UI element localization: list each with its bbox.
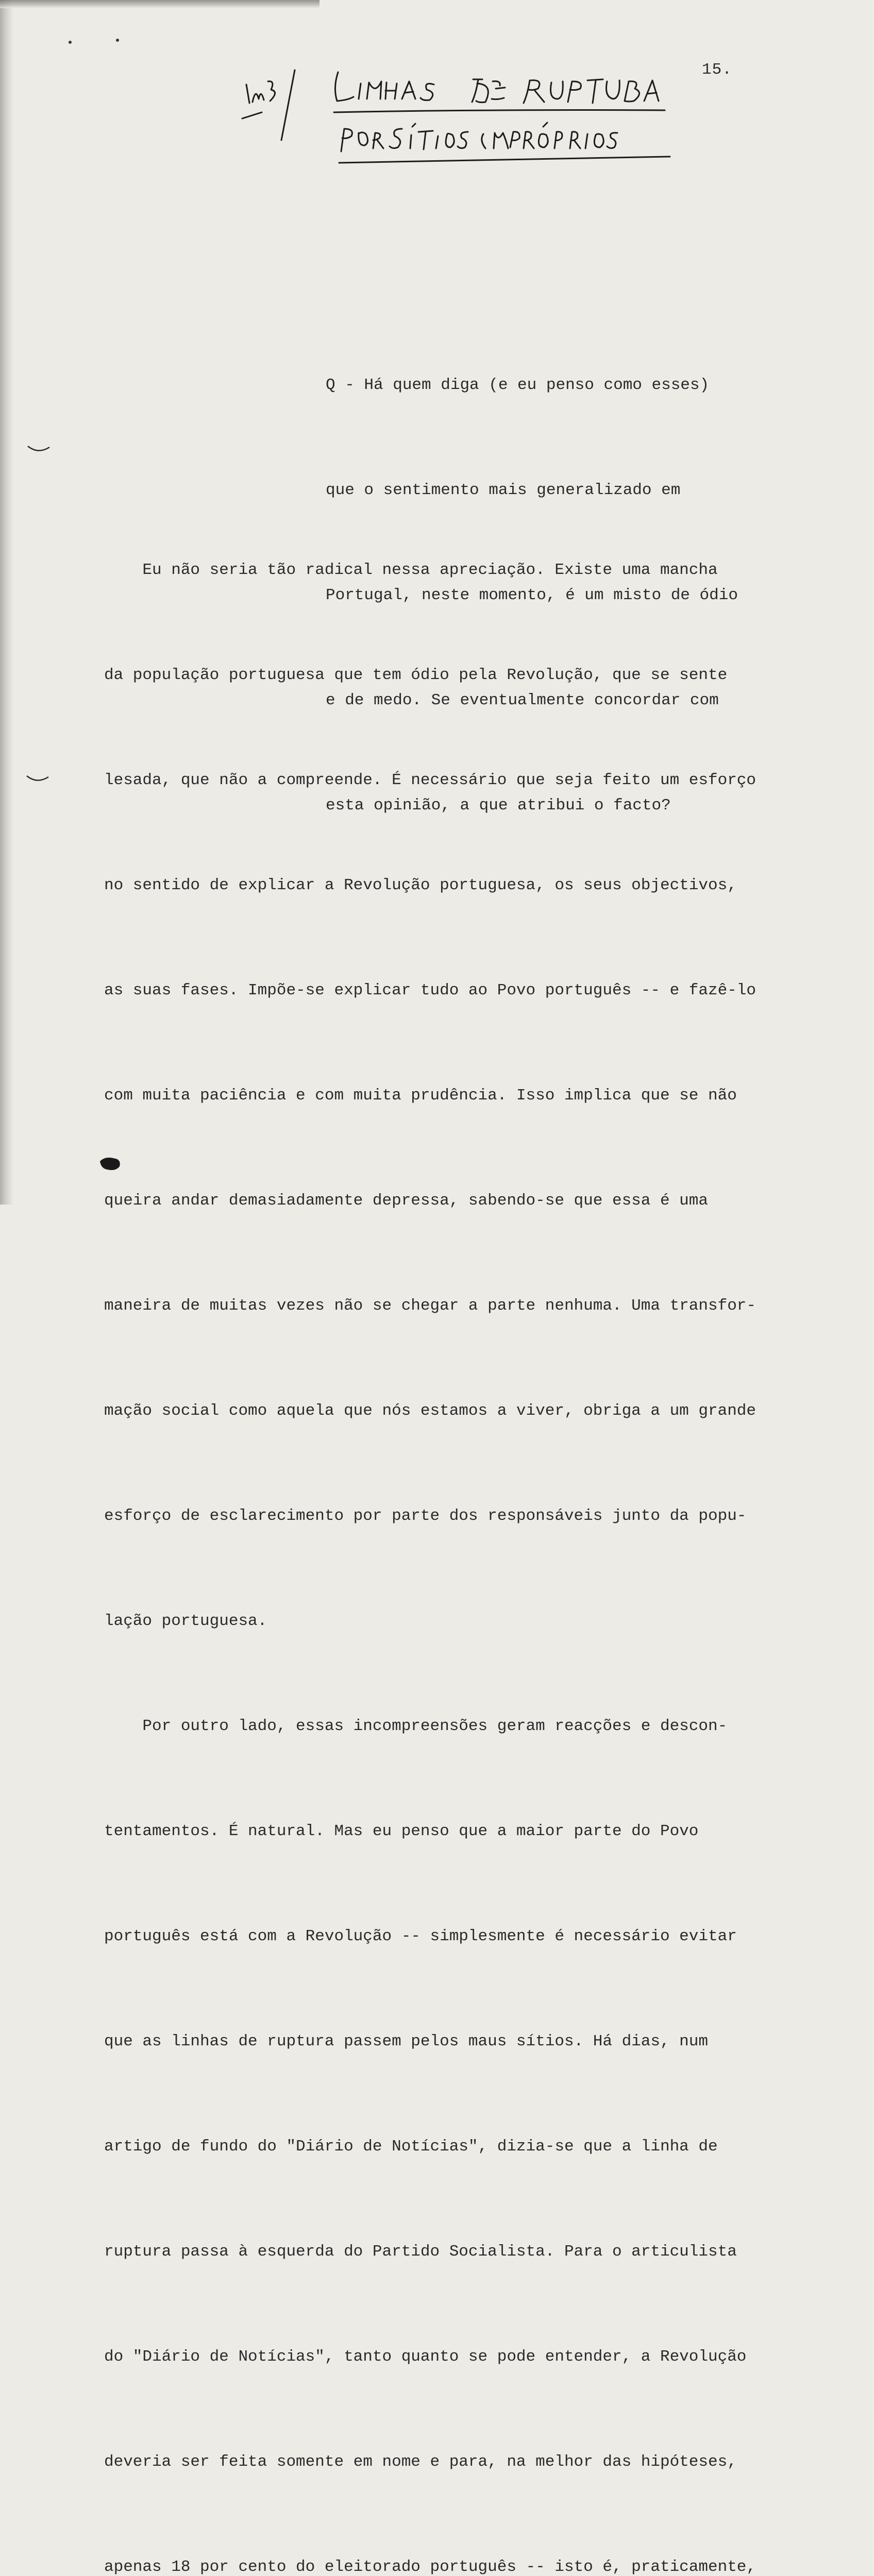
scan-shadow-left <box>0 0 13 1205</box>
scan-speck-marks <box>66 36 128 46</box>
question-line: e de medo. Se eventualmente concordar com <box>326 691 719 709</box>
body-line: deveria ser feita somente em nome e para, na melhor das hipóteses, <box>104 2453 737 2471</box>
question-line: esta opinião, a que atribui o facto? <box>326 796 671 815</box>
handwritten-marker <box>246 81 275 103</box>
handwritten-underline2 <box>339 157 670 163</box>
question-line: Portugal, neste momento, é um misto de ódio <box>326 586 738 604</box>
handwritten-underline1 <box>334 110 665 113</box>
body-line: português está com a Revolução -- simplesmente é necessário evitar <box>104 1927 737 1945</box>
handwritten-title <box>232 52 696 175</box>
body-line: com muita paciência e com muita prudência. Isso implica que se não <box>104 1087 737 1105</box>
answer-body <box>104 483 856 2576</box>
body-line: lesada, que não a compreende. É necessário que seja feito um esforço <box>104 771 757 789</box>
ink-blot-mark <box>98 1154 123 1173</box>
question-line: que o sentimento mais generalizado em <box>326 481 681 499</box>
handwritten-line2 <box>341 123 617 151</box>
body-line: maneira de muitas vezes não se chegar a parte nenhuma. Uma transfor- <box>104 1297 757 1315</box>
body-line: da população portuguesa que tem ódio pela Revolução, que se sente <box>104 666 728 684</box>
body-line: do "Diário de Notícias", tanto quanto se pode entender, a Revolução <box>104 2348 747 2366</box>
body-line: Por outro lado, essas incompreensões geram reacções e descon- <box>104 1717 728 1735</box>
handwritten-slash <box>281 70 295 140</box>
body-line: mação social como aquela que nós estamos a viver, obriga a um grande <box>104 1402 757 1420</box>
body-line: ruptura passa à esquerda do Partido Socialista. Para o articulista <box>104 2243 737 2261</box>
margin-curve-mark <box>25 773 51 785</box>
body-line: esforço de esclarecimento por parte dos responsáveis junto da popu- <box>104 1507 747 1525</box>
handwritten-line1 <box>335 72 659 103</box>
body-line: queira andar demasiadamente depressa, sabendo-se que essa é uma <box>104 1192 708 1210</box>
body-line: as suas fases. Impõe-se explicar tudo ao Povo português -- e fazê-lo <box>104 981 757 999</box>
page-number: 15. <box>702 61 732 79</box>
body-line: lação portuguesa. <box>104 1612 267 1630</box>
body-line: no sentido de explicar a Revolução portuguesa, os seus objectivos, <box>104 876 737 894</box>
body-line: Eu não seria tão radical nessa apreciação. Existe uma mancha <box>104 561 718 579</box>
body-line: que as linhas de ruptura passem pelos maus sítios. Há dias, num <box>104 2032 708 2050</box>
margin-curve-mark <box>26 443 52 455</box>
handwritten-marker-dash <box>242 112 262 118</box>
question-line: Q - Há quem diga (e eu penso como esses) <box>326 376 710 394</box>
body-line: tentamentos. É natural. Mas eu penso que a maior parte do Povo <box>104 1822 699 1840</box>
scan-shadow-top <box>0 0 320 8</box>
body-line: artigo de fundo do "Diário de Notícias", dizia-se que a linha de <box>104 2138 718 2156</box>
body-line: apenas 18 por cento do eleitorado português -- isto é, praticamente, <box>104 2558 757 2576</box>
